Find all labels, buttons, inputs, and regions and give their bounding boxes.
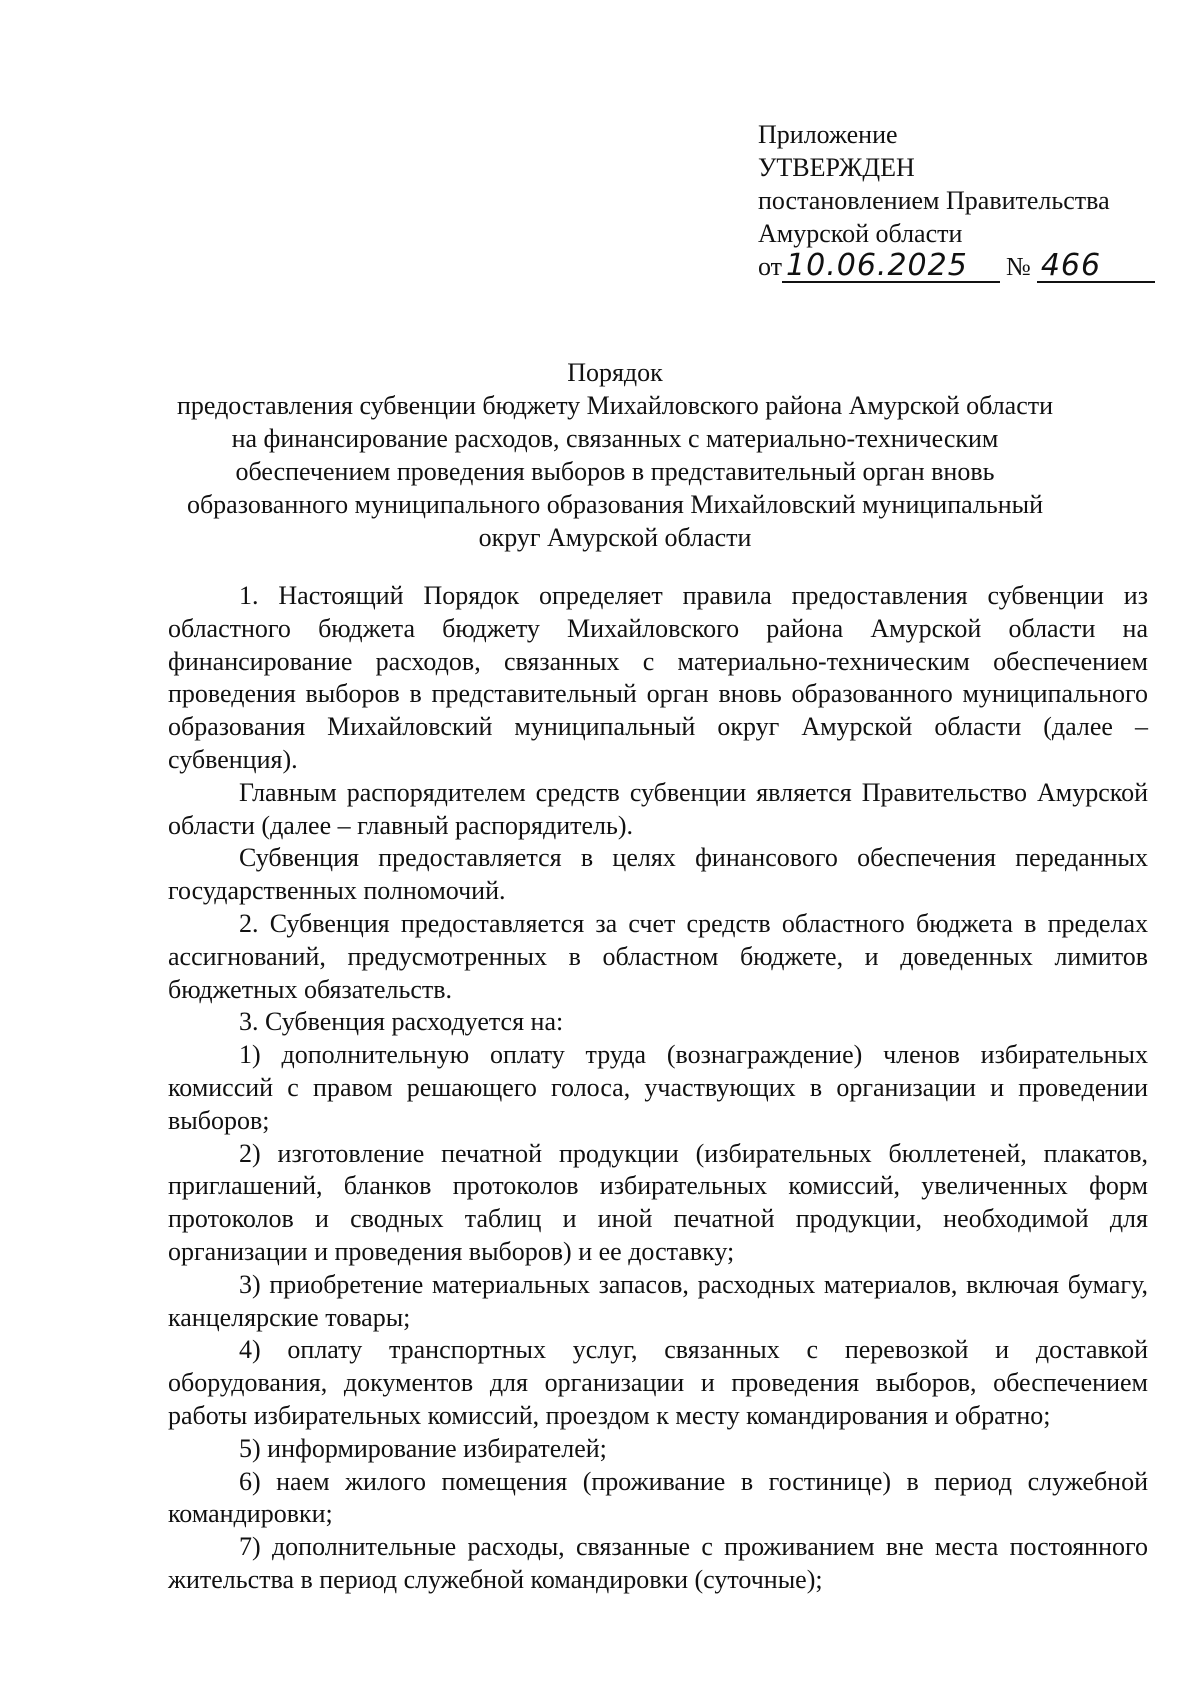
resolution-label: постановлением Правительства — [758, 186, 1110, 215]
handwritten-number: 466 — [1037, 251, 1155, 283]
list-item-3: 3) приобретение материальных запасов, расходных материалов, включая бумагу, канцелярские товары; — [168, 1269, 1148, 1332]
from-label: от — [758, 252, 783, 281]
list-item-1: 1) дополнительную оплату труда (вознаграждение) членов избирательных комиссий с правом решающего голоса, участвующих в организации и проведении выборов; — [168, 1040, 1148, 1135]
approved-label: УТВЕРЖДЕН — [758, 153, 915, 182]
list-item-5: 5) информирование избирателей; — [239, 1433, 607, 1463]
appendix-label: Приложение — [758, 120, 898, 149]
region-label: Амурской области — [758, 219, 963, 248]
title-heading: Порядок — [567, 358, 663, 387]
title-line-4: образованного муниципального образования Михайловский муниципальный — [186, 490, 1044, 519]
title-line-3: обеспечением проведения выборов в представительный орган вновь — [235, 457, 995, 486]
list-item-2: 2) изготовление печатной продукции (избирательных бюллетеней, плакатов, приглашений, бланков протоколов избирательных комиссий, увеличенных форм протоколов и сводных таблиц и иной печатной продукции, необходимой для организации и проведения выборов) и ее доставку; — [168, 1138, 1148, 1266]
paragraph-2: Главным распорядителем средств субвенции является Правительство Амурской области (далее – главный распорядитель). — [168, 777, 1148, 840]
title-line-2: на финансирование расходов, связанных с материально-техническим — [231, 424, 999, 453]
list-item-4: 4) оплату транспортных услуг, связанных с перевозкой и доставкой оборудования, документов для организации и проведения выборов, обеспечением работы избирательных комиссий, проездом к месту командирования и обратно; — [168, 1335, 1148, 1430]
title-line-5: округ Амурской области — [478, 523, 752, 552]
list-item-7: 7) дополнительные расходы, связанные с проживанием вне места постоянного жительства в период служебной командировки (суточные); — [168, 1532, 1148, 1594]
approval-stamp-block — [758, 118, 1158, 283]
handwritten-date: 10.06.2025 — [782, 251, 1000, 283]
paragraph-3: Субвенция предоставляется в целях финансового обеспечения переданных государственных полномочий. — [168, 843, 1148, 906]
number-sign: № — [1006, 252, 1031, 281]
date-number-row — [758, 250, 1158, 283]
document-body — [168, 580, 1148, 1597]
document-title — [150, 356, 1080, 554]
list-item-6: 6) наем жилого помещения (проживание в гостинице) в период служебной командировки; — [168, 1466, 1148, 1529]
title-line-1: предоставления субвенции бюджету Михайловского района Амурской области — [176, 391, 1054, 420]
paragraph-4: 2. Субвенция предоставляется за счет средств областного бюджета в пределах ассигнований, предусмотренных в областном бюджете, и доведенных лимитов бюджетных обязательств. — [168, 908, 1148, 1004]
paragraph-1: 1. Настоящий Порядок определяет правила предоставления субвенции из областного бюджета бюджету Михайловского района Амурской области на финансирование расходов, связанных с материально-техническим обеспечением проведения выборов в представительный орган вновь образованного муниципального образования Михайловский муниципальный округ Амурской области (далее – субвенция). — [168, 581, 1148, 774]
paragraph-5: 3. Субвенция расходуется на: — [239, 1007, 564, 1037]
